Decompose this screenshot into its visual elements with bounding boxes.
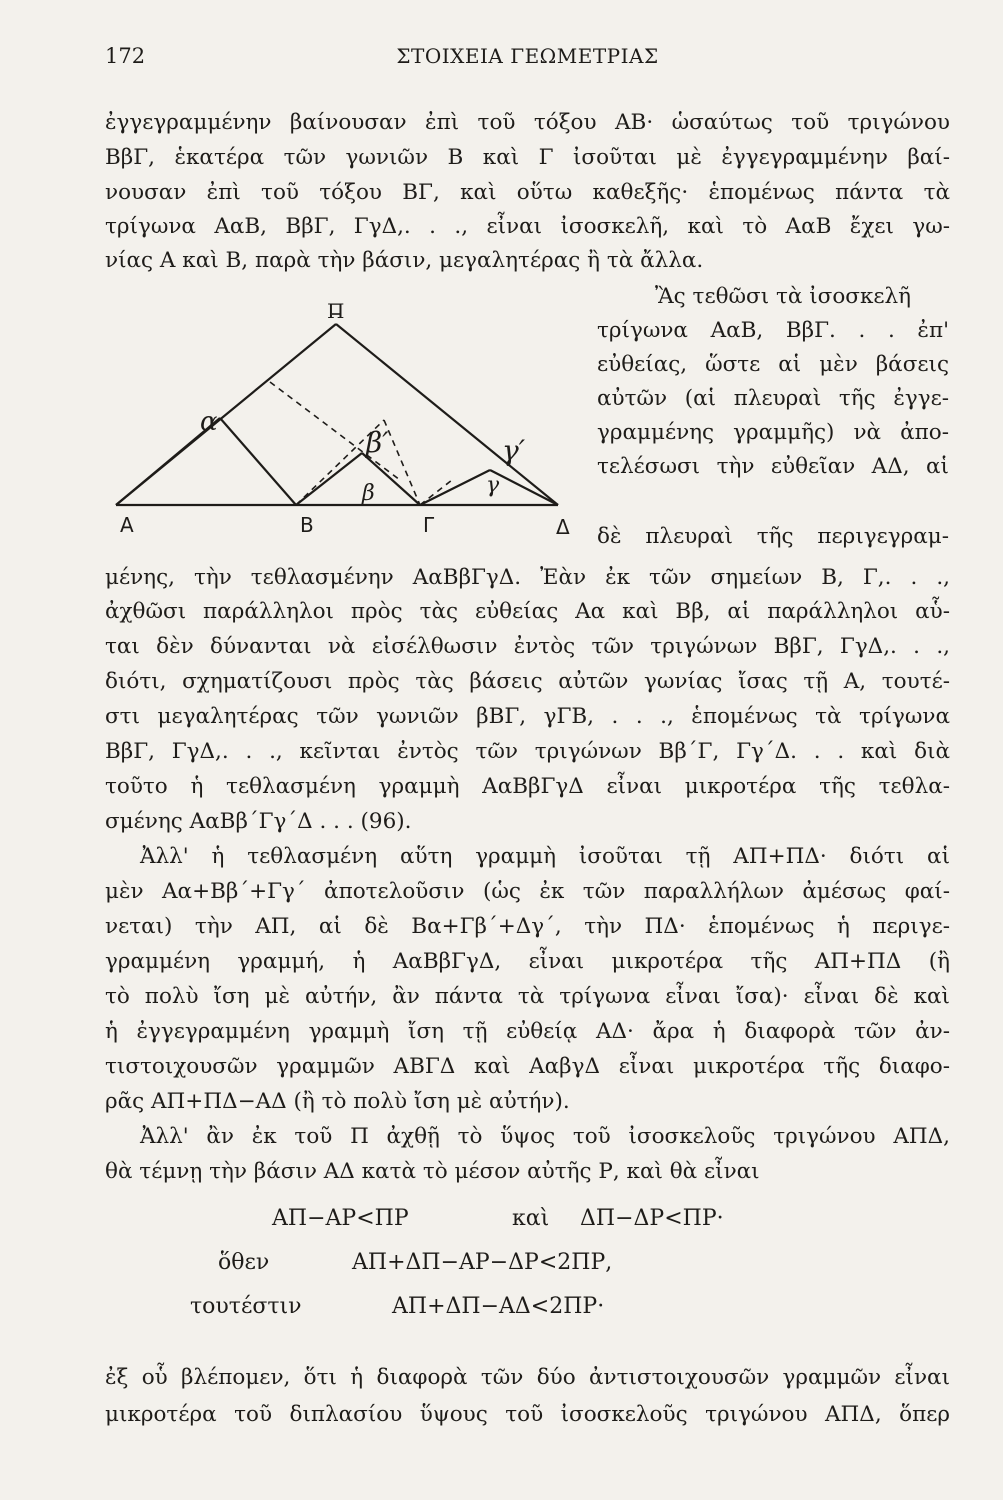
side-PD [336, 324, 558, 505]
label-beta-prime: β′ [366, 426, 389, 459]
isosceles-triangles-figure [100, 300, 600, 550]
label-D: Δ [556, 515, 570, 539]
side-G-gamma [420, 470, 490, 505]
side-alpha-B [220, 418, 296, 505]
running-title: ΣΤΟΙΧΕΙΑ ΓΕΩΜΕΤΡΙΑΣ [396, 44, 659, 68]
side-B-beta [296, 453, 362, 505]
page-number: 172 [105, 44, 146, 68]
label-gamma-prime: γ′ [502, 434, 526, 467]
label-alpha: α [200, 407, 218, 437]
math-row2-label: ὅθεν [218, 1250, 270, 1275]
text-line: τὸ πολὺ ἴση μὲ αὐτήν, ἂν πάντα τὰ τρίγωνα εἶναι ἴσα)· εἶναι δὲ καὶ [105, 984, 950, 1009]
text-line: μένης, τὴν τεθλασμένην ΑαΒβΓγΔ. Ἐὰν ἐκ τῶν σημείων Β, Γ,. . ., [105, 565, 950, 590]
label-G: Γ [423, 513, 435, 537]
text-line: θὰ τέμνῃ τὴν βάσιν ΑΔ κατὰ τὸ μέσον αὐτῆς Ρ, καὶ θὰ εἶναι [105, 1159, 760, 1184]
math-row1-right: ΔΠ−ΔΡ<ΠΡ· [580, 1206, 724, 1231]
label-B: Β [300, 513, 314, 537]
text-line: στι μεγαλητέρας τῶν γωνιῶν βΒΓ, γΓΒ, . . ., ἑπομένως τὰ τρίγωνα [105, 704, 950, 729]
math-row3-label: τουτέστιν [190, 1294, 302, 1319]
text-line: δὲ πλευραὶ τῆς περιγεγραμ- [597, 524, 949, 549]
text-line: ἐγγεγραμμένην βαίνουσαν ἐπὶ τοῦ τόξου ΑΒ· ὡσαύτως τοῦ τριγώνου [105, 110, 950, 135]
text-line: τιστοιχουσῶν γραμμῶν ΑΒΓΔ καὶ ΑαβγΔ εἶναι μικροτέρα τῆς διαφο- [105, 1054, 950, 1079]
text-line: ρᾶς ΑΠ+ΠΔ−ΑΔ (ἢ τὸ πολὺ ἴση μὲ αὐτήν). [105, 1089, 570, 1114]
text-line: γραμμένη γραμμή, ἡ ΑαΒβΓγΔ, εἶναι μικροτέρα τῆς ΑΠ+ΠΔ (ἢ [105, 949, 950, 974]
label-A: Α [120, 513, 134, 537]
label-P: Π [327, 300, 345, 323]
label-beta: β [362, 481, 375, 506]
text-line: τρίγωνα ΑαΒ, ΒβΓ, ΓγΔ,. . ., εἶναι ἰσοσκελῆ, καὶ τὸ ΑαΒ ἔχει γω- [105, 214, 950, 239]
dashed-line-beta-prime [384, 420, 420, 505]
text-line: νεται) τὴν ΑΠ, αἱ δὲ Βα+Γβ΄+Δγ΄, τὴν ΠΔ· ἑπομένως ἡ περιγε- [105, 914, 950, 939]
text-line: ΒβΓ, ΓγΔ,. . ., κεῖνται ἐντὸς τῶν τριγώνων Ββ΄Γ, Γγ΄Δ. . . καὶ διὰ [105, 739, 950, 764]
text-line: τελέσωσι τὴν εὐθεῖαν ΑΔ, αἱ [597, 454, 949, 479]
text-line: τρίγωνα ΑαΒ, ΒβΓ. . . ἐπ' [597, 318, 949, 343]
math-row1-conj: καὶ [512, 1206, 550, 1231]
text-line: μικροτέρα τοῦ διπλασίου ὕψους τοῦ ἰσοσκελοῦς τριγώνου ΑΠΔ, ὅπερ [105, 1402, 950, 1427]
side-gamma-D [490, 470, 558, 505]
text-line: Ἀλλ' ἡ τεθλασμένη αὕτη γραμμὴ ἰσοῦται τῇ ΑΠ+ΠΔ· διότι αἱ [140, 844, 950, 869]
text-line: ἐξ οὗ βλέπομεν, ὅτι ἡ διαφορὰ τῶν δύο ἀντιστοιχουσῶν γραμμῶν εἶναι [105, 1365, 950, 1390]
text-line: σμένης ΑαΒβ΄Γγ΄Δ . . . (96). [105, 809, 412, 834]
math-row3-expr: ΑΠ+ΔΠ−ΑΔ<2ΠΡ· [392, 1294, 605, 1319]
math-row1-left: ΑΠ−ΑΡ<ΠΡ [272, 1206, 409, 1231]
text-line: ἡ ἐγγεγραμμένη γραμμὴ ἴση τῇ εὐθείᾳ ΑΔ· ἄρα ἡ διαφορὰ τῶν ἀν- [105, 1019, 950, 1044]
text-line: νουσαν ἐπὶ τοῦ τόξου ΒΓ, καὶ οὕτω καθεξῆς· ἑπομένως πάντα τὰ [105, 180, 950, 205]
text-line: ἀχθῶσι παράλληλοι πρὸς τὰς εὐθείας Αα καὶ Ββ, αἱ παράλληλοι αὗ- [105, 599, 950, 624]
page-header [105, 44, 950, 74]
label-gamma: γ [486, 473, 500, 498]
text-line: ται δὲν δύνανται νὰ εἰσέλθωσιν ἐντὸς τῶν τριγώνων ΒβΓ, ΓγΔ,. . ., [105, 634, 950, 659]
text-line: τοῦτο ἡ τεθλασμένη γραμμὴ ΑαΒβΓγΔ εἶναι μικροτέρα τῆς τεθλα- [105, 774, 950, 799]
text-line: διότι, σχηματίζουσι πρὸς τὰς βάσεις αὐτῶν γωνίας ἴσας τῇ Α, τουτέ- [105, 669, 950, 694]
text-line: γραμμένης γραμμῆς) νὰ ἀπο- [597, 420, 949, 445]
text-line: ΒβΓ, ἑκατέρα τῶν γωνιῶν Β καὶ Γ ἰσοῦται μὲ ἐγγεγραμμένην βαί- [105, 145, 950, 170]
text-line: μὲν Αα+Ββ΄+Γγ΄ ἀποτελοῦσιν (ὡς ἐκ τῶν παραλλήλων ἀμέσως φαί- [105, 879, 950, 904]
text-line: νίας Α καὶ Β, παρὰ τὴν βάσιν, μεγαλητέρας ἢ τὰ ἄλλα. [105, 248, 704, 273]
text-line: αὐτῶν (αἱ πλευραὶ τῆς ἐγγε- [597, 386, 949, 411]
text-line: Ἂς τεθῶσι τὰ ἰσοσκελῆ [655, 284, 912, 309]
text-line: εὐθείας, ὥστε αἱ μὲν βάσεις [597, 352, 949, 377]
text-line: Ἀλλ' ἂν ἐκ τοῦ Π ἀχθῇ τὸ ὕψος τοῦ ἰσοσκελοῦς τριγώνου ΑΠΔ, [140, 1124, 950, 1149]
math-row2-expr: ΑΠ+ΔΠ−ΑΡ−ΔΡ<2ΠΡ, [352, 1250, 613, 1275]
